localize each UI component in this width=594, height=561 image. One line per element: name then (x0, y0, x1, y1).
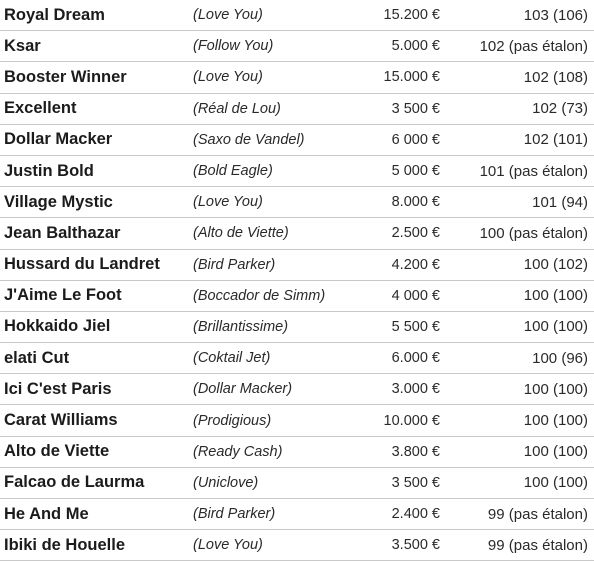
horse-name: Excellent (0, 93, 188, 124)
sire-name: (Réal de Lou) (188, 93, 350, 124)
price: 2.500 € (350, 218, 444, 249)
horse-name: Booster Winner (0, 62, 188, 93)
table-row (0, 343, 594, 374)
price: 10.000 € (350, 405, 444, 436)
price: 5 000 € (350, 155, 444, 186)
index-value: 99 (pas étalon) (444, 499, 594, 530)
index-value: 102 (pas étalon) (444, 31, 594, 62)
horse-name: Ici C'est Paris (0, 374, 188, 405)
table-row (0, 62, 594, 93)
sire-name: (Love You) (188, 62, 350, 93)
horse-name: Hussard du Landret (0, 249, 188, 280)
horse-name: Village Mystic (0, 187, 188, 218)
price: 15.200 € (350, 0, 444, 31)
table-row (0, 249, 594, 280)
table-row (0, 280, 594, 311)
index-value: 102 (101) (444, 124, 594, 155)
horse-name: J'Aime Le Foot (0, 280, 188, 311)
table-row (0, 187, 594, 218)
price: 8.000 € (350, 187, 444, 218)
price: 4.200 € (350, 249, 444, 280)
sire-name: (Love You) (188, 0, 350, 31)
sire-name: (Love You) (188, 187, 350, 218)
sire-name: (Love You) (188, 530, 350, 561)
table-row (0, 436, 594, 467)
horse-name: Ksar (0, 31, 188, 62)
price: 3.000 € (350, 374, 444, 405)
horse-name: Royal Dream (0, 0, 188, 31)
index-value: 101 (94) (444, 187, 594, 218)
index-value: 100 (100) (444, 280, 594, 311)
index-value: 102 (73) (444, 93, 594, 124)
price: 5.000 € (350, 31, 444, 62)
index-value: 103 (106) (444, 0, 594, 31)
index-value: 100 (102) (444, 249, 594, 280)
index-value: 99 (pas étalon) (444, 530, 594, 561)
horse-name: He And Me (0, 499, 188, 530)
table-row (0, 218, 594, 249)
price: 4 000 € (350, 280, 444, 311)
index-value: 102 (108) (444, 62, 594, 93)
price: 15.000 € (350, 62, 444, 93)
sire-name: (Ready Cash) (188, 436, 350, 467)
horse-name: Ibiki de Houelle (0, 530, 188, 561)
price: 3 500 € (350, 467, 444, 498)
sire-name: (Dollar Macker) (188, 374, 350, 405)
price: 5 500 € (350, 311, 444, 342)
index-value: 100 (100) (444, 311, 594, 342)
sire-name: (Bird Parker) (188, 249, 350, 280)
price: 3.500 € (350, 530, 444, 561)
horse-name: elati Cut (0, 343, 188, 374)
horse-name: Carat Williams (0, 405, 188, 436)
sire-name: (Prodigious) (188, 405, 350, 436)
table-row (0, 155, 594, 186)
table-row (0, 93, 594, 124)
horse-name: Dollar Macker (0, 124, 188, 155)
horse-name: Alto de Viette (0, 436, 188, 467)
sire-name: (Bird Parker) (188, 499, 350, 530)
table-row (0, 0, 594, 31)
sire-name: (Coktail Jet) (188, 343, 350, 374)
index-value: 100 (100) (444, 467, 594, 498)
price: 3 500 € (350, 93, 444, 124)
index-value: 100 (pas étalon) (444, 218, 594, 249)
horse-name: Hokkaido Jiel (0, 311, 188, 342)
horse-name: Falcao de Laurma (0, 467, 188, 498)
horse-name: Jean Balthazar (0, 218, 188, 249)
price: 2.400 € (350, 499, 444, 530)
sire-name: (Brillantissime) (188, 311, 350, 342)
price: 3.800 € (350, 436, 444, 467)
index-value: 100 (100) (444, 405, 594, 436)
sire-name: (Boccador de Simm) (188, 280, 350, 311)
price: 6 000 € (350, 124, 444, 155)
sire-name: (Alto de Viette) (188, 218, 350, 249)
table-row (0, 374, 594, 405)
price: 6.000 € (350, 343, 444, 374)
sire-name: (Saxo de Vandel) (188, 124, 350, 155)
table-row (0, 405, 594, 436)
sire-name: (Uniclove) (188, 467, 350, 498)
index-value: 101 (pas étalon) (444, 155, 594, 186)
sire-name: (Follow You) (188, 31, 350, 62)
index-value: 100 (100) (444, 374, 594, 405)
index-value: 100 (96) (444, 343, 594, 374)
table-row (0, 467, 594, 498)
table-row (0, 499, 594, 530)
horse-name: Justin Bold (0, 155, 188, 186)
sire-name: (Bold Eagle) (188, 155, 350, 186)
index-value: 100 (100) (444, 436, 594, 467)
table-row (0, 124, 594, 155)
table-row (0, 31, 594, 62)
table-row (0, 530, 594, 561)
table-row (0, 311, 594, 342)
